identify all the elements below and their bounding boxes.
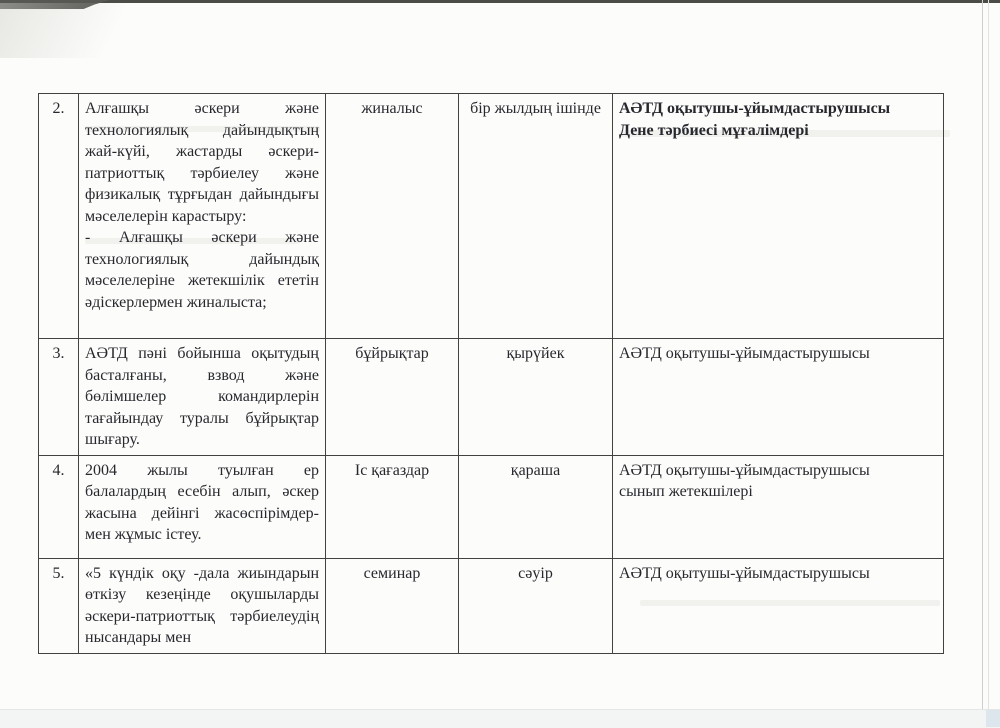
row-number-cell: 5. xyxy=(39,558,79,653)
time-cell: қырүйек xyxy=(459,339,613,456)
page-right-edge-line xyxy=(982,0,983,712)
form-cell: бұйрықтар xyxy=(326,339,459,456)
responsible-line: АӘТД оқытушы-ұйымдастырушысы xyxy=(619,461,870,479)
responsible-cell xyxy=(613,455,944,558)
activity-paragraph: АӘТД пәні бойынша оқытудың басталғаны, взвод және бөлімшелер командирлерін тағайындау туралы бұйрықтар шығару. xyxy=(85,345,319,448)
responsible-line: Дене тәрбиесі мұғалімдері xyxy=(619,121,809,139)
activity-paragraph: - Алғашқы әскери және технологиялық дайындық мәселелеріне жетекшілік ететін әдіскерлермен жиналыста; xyxy=(85,229,319,311)
row-number-cell: 3. xyxy=(39,339,79,456)
activity-cell xyxy=(79,455,326,558)
scanner-bed-corner-tint xyxy=(986,710,1000,727)
table-row xyxy=(39,339,944,456)
page-right-edge-line-2 xyxy=(988,0,989,712)
responsible-cell xyxy=(613,94,944,339)
time-cell: сәуір xyxy=(459,558,613,653)
scanner-bed-bottom-band xyxy=(0,709,1000,728)
activity-cell xyxy=(79,94,326,339)
row-number-cell: 4. xyxy=(39,455,79,558)
form-cell: жиналыс xyxy=(326,94,459,339)
scan-top-left-corner-artifact xyxy=(0,0,110,9)
plan-table xyxy=(38,93,944,654)
responsible-line: АӘТД оқытушы-ұйымдастырушысы xyxy=(619,100,891,117)
responsible-cell xyxy=(613,558,944,653)
responsible-cell xyxy=(613,339,944,456)
form-cell: семинар xyxy=(326,558,459,653)
row-number-cell: 2. xyxy=(39,94,79,339)
scan-corner-shadow xyxy=(0,3,190,58)
time-cell: қараша xyxy=(459,455,613,558)
time-cell: бір жылдың ішінде xyxy=(459,94,613,339)
activity-paragraph: Алғашқы әскери және технологиялық дайындықтың жай-күйі, жастарды әскери-патриоттық тәрбиелеу және физикалық тұрғыдан дайындығы мәселелерін карастыру: xyxy=(85,100,319,225)
table-row xyxy=(39,455,944,558)
responsible-line: АӘТД оқытушы-ұйымдастырушысы xyxy=(619,564,870,582)
table-row xyxy=(39,94,944,339)
activity-paragraph: «5 күндік оқу -дала жиындарын өткізу кезеңінде оқушыларды әскери-патриоттық тәрбиелеудің нысандары мен xyxy=(85,564,319,646)
responsible-line: АӘТД оқытушы-ұйымдастырушысы xyxy=(619,345,870,362)
table-row xyxy=(39,558,944,653)
form-cell: Іс қағаздар xyxy=(326,455,459,558)
responsible-line: сынып жетекшілері xyxy=(619,483,753,500)
scan-top-edge-band xyxy=(0,0,1000,3)
activity-cell xyxy=(79,558,326,653)
activity-cell xyxy=(79,339,326,456)
activity-paragraph: 2004 жылы туылған ер балалардың есебін алып, әскер жасына дейінгі жасөспірімдер-мен жұмыс істеу. xyxy=(85,461,319,543)
